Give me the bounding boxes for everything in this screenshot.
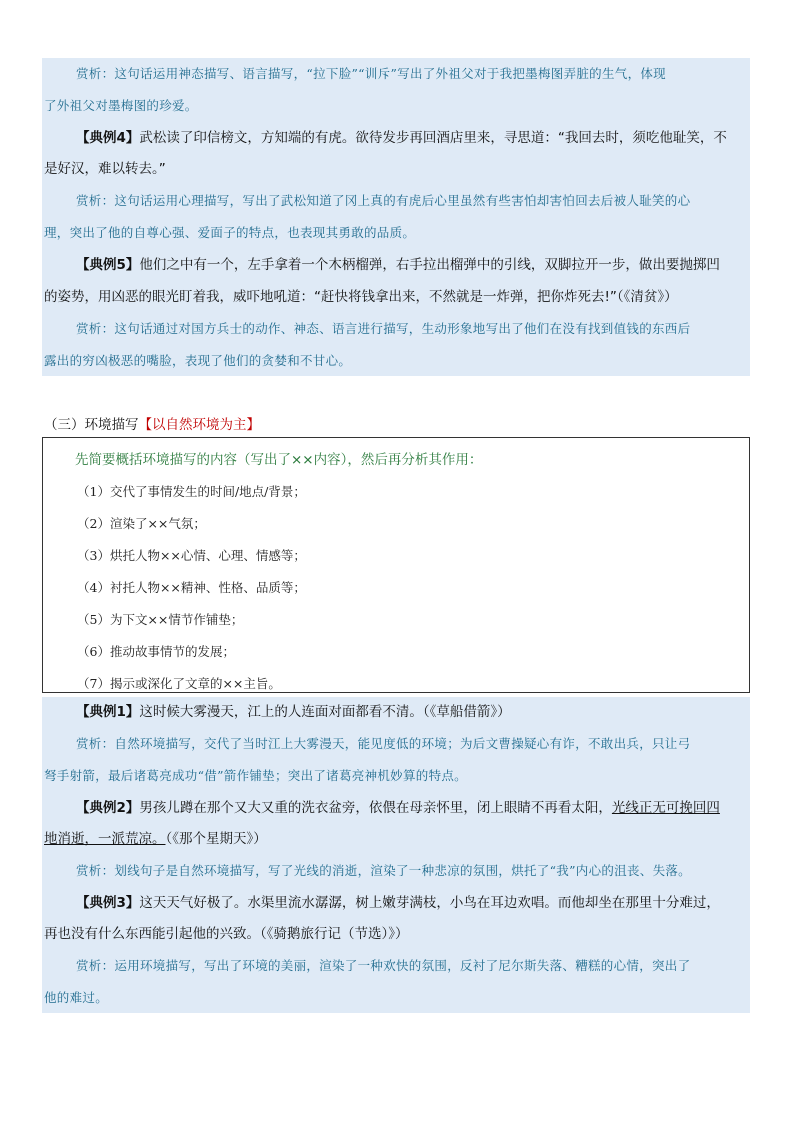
section-title	[44, 415, 260, 435]
method-item: （1）交代了事情发生的时间/地点/背景；	[77, 484, 306, 499]
example-2	[76, 798, 748, 818]
analysis-note-line: 弩手射箭，最后诸葛亮成功“借”箭作铺垫；突出了诸葛亮神机妙算的特点。	[44, 768, 467, 783]
analysis-note-line: 理，突出了他的自尊心强、爱面子的特点，也表现其勇敢的品质。	[44, 225, 416, 240]
method-item: （2）渲染了××气氛；	[77, 516, 206, 531]
analysis-note-line: 赏析：这句话通过对国方兵士的动作、神态、语言进行描写，生动形象地写出了他们在没有找到值钱的东西后	[76, 321, 691, 336]
underlined-sentence: 光线正无可挽回四	[611, 800, 720, 816]
example-1	[76, 702, 748, 722]
example-4	[76, 128, 748, 148]
analysis-note-line: 他的难过。	[44, 990, 109, 1005]
example-text: 武松读了印信榜文，方知端的有虎。欲待发步再回酒店里来，寻思道：“我回去时，须吃他耻笑，不	[139, 130, 727, 146]
example-text: 这天天气好极了。水渠里流水潺潺，树上嫩芽满枝，小鸟在耳边欢唱。而他却坐在那里十分难过，	[139, 895, 720, 911]
example-text: 男孩儿蹲在那个又大又重的洗衣盆旁，依偎在母亲怀里，闭上眼睛不再看太阳，	[139, 800, 612, 816]
analysis-note-line: 了外祖父对墨梅图的珍爱。	[44, 98, 198, 113]
method-lead: 先简要概括环境描写的内容（写出了××内容），然后再分析其作用：	[75, 452, 483, 468]
example-5	[76, 255, 748, 275]
method-item: （7）揭示或深化了文章的××主旨。	[77, 676, 281, 691]
example-text-line: 是好汉，难以转去。”	[44, 161, 166, 177]
example-tag: 【典例5】	[76, 257, 140, 273]
example-tag: 【典例1】	[76, 704, 140, 720]
example-text-line	[44, 829, 748, 849]
method-item: （6）推动故事情节的发展；	[77, 644, 235, 659]
example-tag: 【典例3】	[76, 895, 140, 911]
method-box	[42, 437, 750, 693]
example-tag: 【典例4】	[76, 130, 140, 146]
example-text-line: 的姿势，用凶恶的眼光盯着我，威吓地吼道：“赶快将钱拿出来，不然就是一炸弹，把你炸死去!”（《清贫》）	[44, 289, 678, 305]
analysis-note-line: 赏析：划线句子是自然环境描写，写了光线的消逝，渲染了一种悲凉的氛围，烘托了“我”内心的沮丧、失落。	[76, 863, 691, 878]
section-title-prefix: （三）环境描写	[44, 417, 139, 433]
analysis-note-line: 赏析：这句话运用神态描写、语言描写，“拉下脸”“训斥”写出了外祖父对于我把墨梅图弄脏的生气，体现	[76, 66, 666, 81]
method-item: （4）衬托人物××精神、性格、品质等；	[77, 580, 306, 595]
example-text: 这时候大雾漫天，江上的人连面对面都看不清。（《草船借箭》）	[139, 704, 511, 720]
method-item: （3）烘托人物××心情、心理、情感等；	[77, 548, 306, 563]
analysis-note-line: 赏析：运用环境描写，写出了环境的美丽，渲染了一种欢快的氛围，反衬了尼尔斯失落、糟糕的心情，突出了	[76, 958, 691, 973]
example-tag: 【典例2】	[76, 800, 140, 816]
section-title-highlight: 【以自然环境为主】	[138, 417, 260, 433]
analysis-note-line: 赏析：这句话运用心理描写，写出了武松知道了冈上真的有虎后心里虽然有些害怕却害怕回去后被人耻笑的心	[76, 193, 691, 208]
example-3	[76, 893, 748, 913]
analysis-note-line: 赏析：自然环境描写，交代了当时江上大雾漫天，能见度低的环境；为后文曹操疑心有诈，不敢出兵，只让弓	[76, 736, 691, 751]
analysis-note-line: 露出的穷凶极恶的嘴脸，表现了他们的贪婪和不甘心。	[44, 353, 352, 368]
method-item: （5）为下文××情节作铺垫；	[77, 612, 244, 627]
underlined-sentence: 地消逝，一派荒凉。	[44, 831, 166, 847]
example-source: （《那个星期天》）	[165, 831, 267, 847]
example-text-line: 再也没有什么东西能引起他的兴致。（《骑鹅旅行记（节选）》）	[44, 926, 409, 942]
example-text: 他们之中有一个，左手拿着一个木柄榴弹，右手拉出榴弹中的引线，双脚拉开一步，做出要抛掷凹	[139, 257, 720, 273]
